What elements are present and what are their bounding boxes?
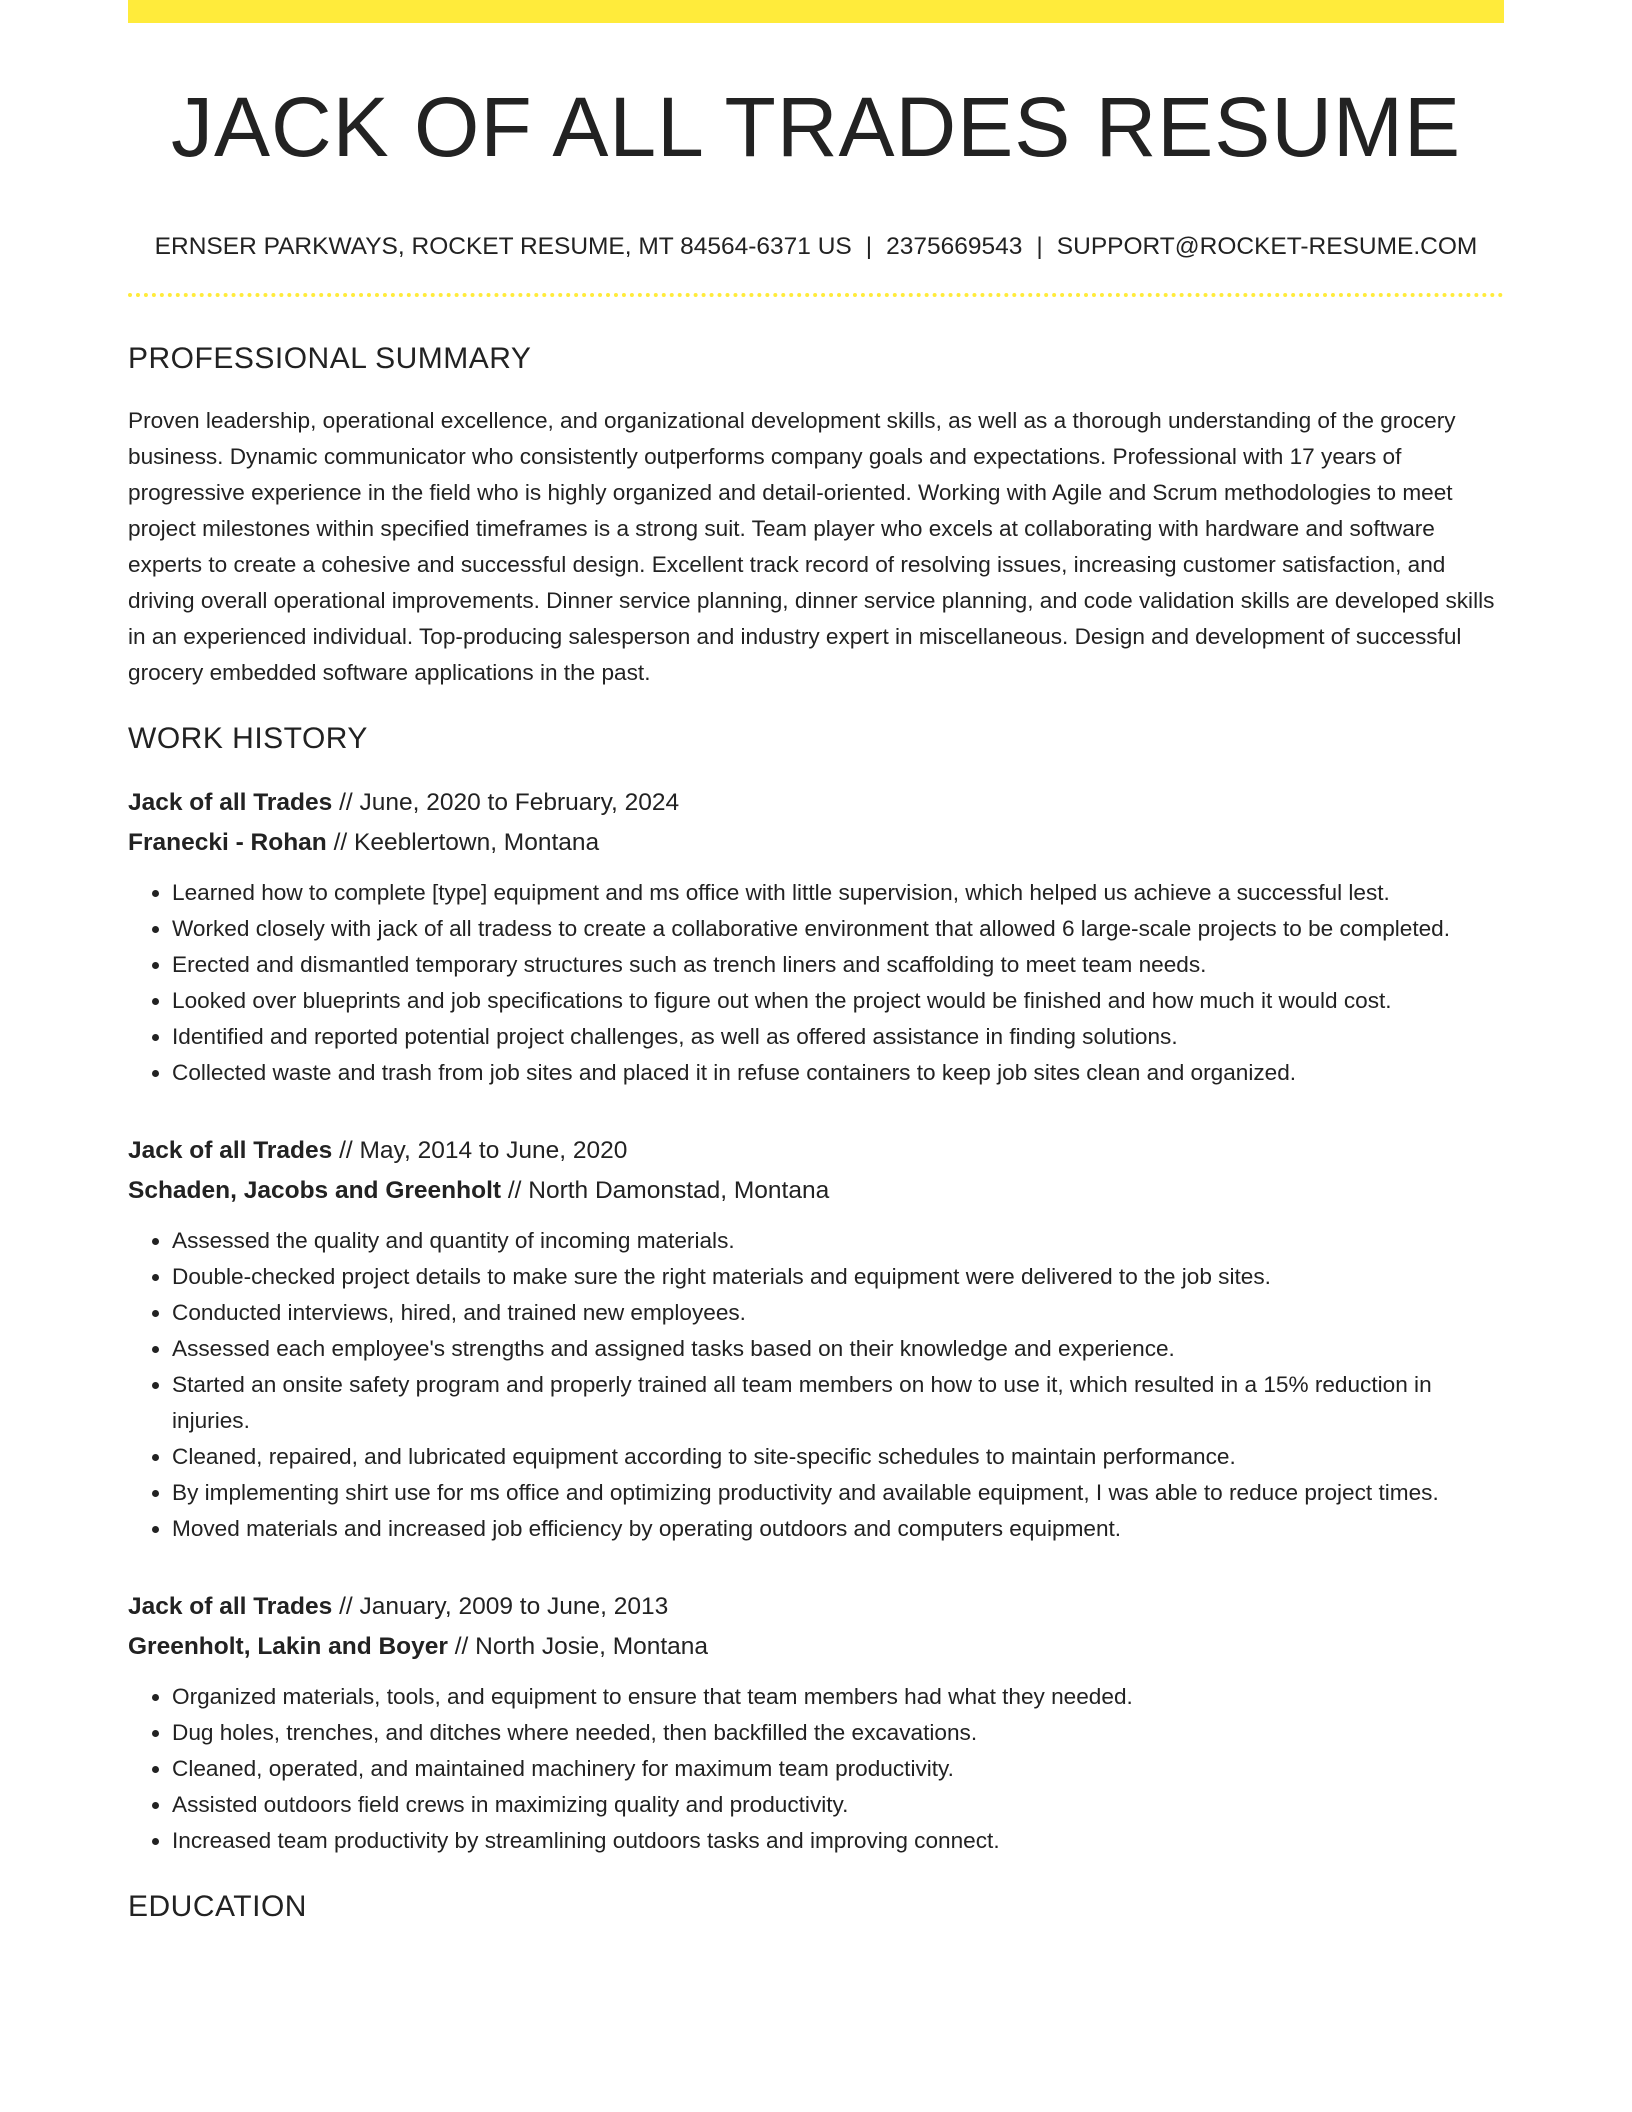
job-title: Jack of all Trades [128,1137,333,1165]
job-bullet: • Assisted outdoors field crews in maximizing quality and productivity. [172,1787,1504,1823]
job-bullet: • Double-checked project details to make sure the right materials and equipment were delivered to the job sites. [172,1259,1504,1295]
job-dates: // June, 2020 to February, 2024 [332,789,680,817]
job-bullet: • Started an onsite safety program and properly trained all team members on how to use it, which resulted in a 15% reduction in injuries. [172,1367,1504,1439]
contact-email: SUPPORT@ROCKET-RESUME.COM [1056,233,1478,261]
job-title-line [128,1131,1504,1171]
job-company: Schaden, Jacobs and Greenholt [128,1177,502,1205]
resume-title: JACK OF ALL TRADES RESUME [170,80,1461,174]
contact-address: ERNSER PARKWAYS, ROCKET RESUME, MT 84564-6371 US [154,233,852,261]
job-title: Jack of all Trades [128,789,333,817]
job-bullet: • Cleaned, repaired, and lubricated equipment according to site-specific schedules to maintain performance. [172,1439,1504,1475]
job-entry [128,1131,1504,1547]
dotted-divider [128,293,1504,297]
job-bullets [128,875,1504,1091]
accent-top-bar [128,0,1504,23]
job-company-line [128,1627,1504,1667]
job-bullet: • Looked over blueprints and job specifications to figure out when the project would be finished and how much it would cost. [172,983,1504,1019]
job-dates: // May, 2014 to June, 2020 [332,1137,628,1165]
job-bullets [128,1223,1504,1547]
job-bullet: • Organized materials, tools, and equipment to ensure that team members had what they needed. [172,1679,1504,1715]
summary-heading: PROFESSIONAL SUMMARY [128,342,532,376]
job-bullet: • Identified and reported potential project challenges, as well as offered assistance in finding solutions. [172,1019,1504,1055]
job-dates: // January, 2009 to June, 2013 [332,1593,669,1621]
contact-line [128,231,1504,263]
job-bullet: • Assessed each employee's strengths and assigned tasks based on their knowledge and experience. [172,1331,1504,1367]
job-bullet: • Conducted interviews, hired, and trained new employees. [172,1295,1504,1331]
job-entry [128,1587,1504,1859]
job-company-line [128,1171,1504,1211]
job-bullet: • Worked closely with jack of all tradess to create a collaborative environment that allowed 6 large-scale projects to be completed. [172,911,1504,947]
job-bullet: • Learned how to complete [type] equipment and ms office with little supervision, which helped us achieve a successful lest. [172,875,1504,911]
job-bullet: • Assessed the quality and quantity of incoming materials. [172,1223,1504,1259]
work-history-heading: WORK HISTORY [128,722,368,756]
contact-separator: | [1036,233,1043,261]
job-entry [128,783,1504,1091]
job-bullet: • Collected waste and trash from job sites and placed it in refuse containers to keep job sites clean and organized. [172,1055,1504,1091]
job-bullet: • Erected and dismantled temporary structures such as trench liners and scaffolding to meet team needs. [172,947,1504,983]
job-title-line [128,783,1504,823]
summary-text: Proven leadership, operational excellence, and organizational development skills, as well as a thorough understanding of the grocery business. Dynamic communicator who consistently outperforms company goals and expectations. Professional with 17 years of progressive experience in the field who is highly organized and detail-oriented. Working with Agile and Scrum methodologies to meet project milestones within specified timeframes is a strong suit. Team player who excels at collaborating with hardware and software experts to create a cohesive and successful design. Excellent track record of resolving issues, increasing customer satisfaction, and driving overall operational improvements. Dinner service planning, dinner service planning, and code validation skills are developed skills in an experienced individual. Top-producing salesperson and industry expert in miscellaneous. Design and development of successful grocery embedded software applications in the past. [128,408,1495,686]
job-bullet: • Cleaned, operated, and maintained machinery for maximum team productivity. [172,1751,1504,1787]
job-location: // North Damonstad, Montana [501,1177,830,1205]
education-heading: EDUCATION [128,1890,307,1924]
job-title-line [128,1587,1504,1627]
job-bullet: • By implementing shirt use for ms office and optimizing productivity and available equipment, I was able to reduce project times. [172,1475,1504,1511]
job-bullets [128,1679,1504,1859]
contact-separator: | [865,233,873,261]
job-bullet: • Dug holes, trenches, and ditches where needed, then backfilled the excavations. [172,1715,1504,1751]
contact-phone: 2375669543 [886,233,1023,261]
job-location: // North Josie, Montana [447,1633,709,1661]
job-location: // Keeblertown, Montana [326,829,600,857]
job-title: Jack of all Trades [128,1593,333,1621]
job-company: Greenholt, Lakin and Boyer [128,1633,448,1661]
resume-page [128,0,1504,1925]
job-bullet: • Moved materials and increased job efficiency by operating outdoors and computers equipment. [172,1511,1504,1547]
job-company: Franecki - Rohan [128,829,327,857]
job-company-line [128,823,1504,863]
job-bullet: • Increased team productivity by streamlining outdoors tasks and improving connect. [172,1823,1504,1859]
